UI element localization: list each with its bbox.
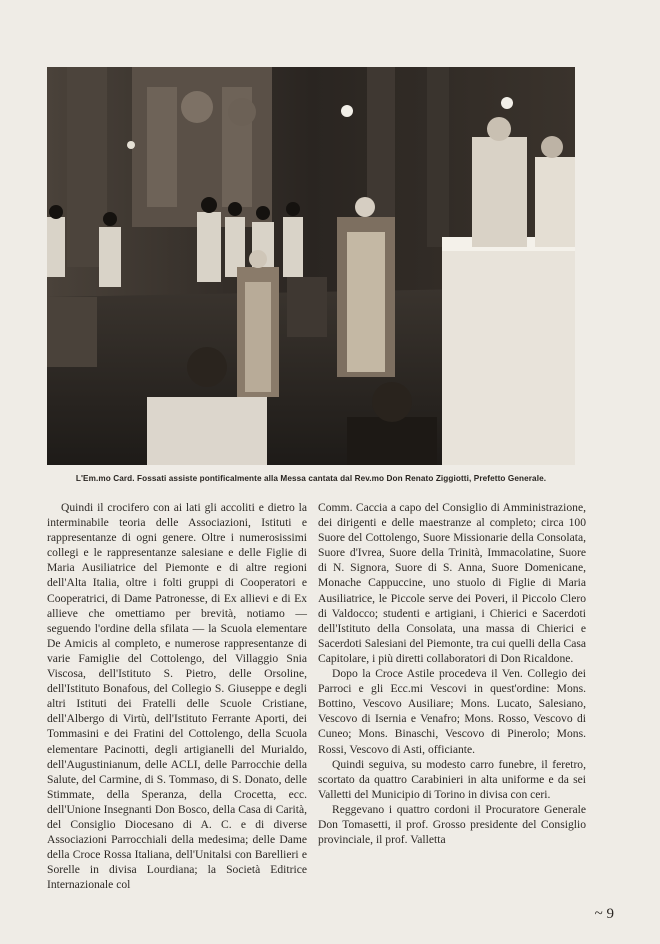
photo-caption: L'Em.mo Card. Fossati assiste pontificalmente alla Messa cantata dal Rev.mo Don Renato Ziggiotti, Prefetto Generale. [75,474,547,483]
paragraph: Comm. Caccia a capo del Consiglio di Amministrazione, dei dirigenti e delle maestranze al completo; circa 100 Suore del Cottolengo, Suore Missionarie della Consolata, Suore d'Ivrea, Suore della Trinità, Immacolatine, Suore di N. Signora, Suore di S. Anna, Suore Domenicane, Monache Cappuccine, uno stuolo di Figlie di Maria Ausiliatrice, le Piccole serve dei Poveri, il Piccolo Clero di Valdocco; studenti e artigiani, i Chierici e Sacerdoti dell'Istituto della Consolata, una massa di Chierici e Sacerdoti Salesiani del Piemonte, tra cui quelli della Casa Capitolare, i più diretti collaboratori di Don Ricaldone. [318,501,586,665]
paragraph: Reggevano i quattro cordoni il Procuratore Generale Don Tomasetti, il prof. Grosso presidente del Consiglio provinciale, il prof. Valletta [318,802,586,847]
paragraph: Quindi il crocifero con ai lati gli accoliti e dietro la interminabile teoria delle Associazioni, Istituti e rappresentanze di ogni genere. Oltre i numerosissimi collegi e le rappresentanze salesiane e delle Figlie di Maria Ausiliatrice del Piemonte e di altre regioni dell'Alta Italia, oltre i folti gruppi di Cooperatori e Cooperatrici, di Dame Patronesse, di Ex allievi e di Ex allieve che omettiamo per brevità, notiamo — seguendo l'ordine della sfilata — la Scuola elementare De Amicis al completo, e numerose rappresentanze di varie Famiglie del Cottolengo, del Villaggio Snia Viscosa, dell'Istituto S. Pietro, delle Orsoline, dell'Istituto Bonafous, del Collegio S. Giuseppe e degli altri Istituti dei Fratelli delle Scuole Cristiane, dell'Albergo di Virtù, dell'Istituto Ferrante Aporti, dei Tommasini e dei Fratini del Cottolengo, della Scuola elementare Pacinotti, degli artigianelli del Murialdo, dell'Augustinianum, delle ACLI, delle Parrocchie della Salute, del Carmine, di S. Tommaso, di S. Donato, delle Stimmate, della Speranza, della Crocetta, ecc. dell'Unione Insegnanti Don Bosco, della Casa di Carità, del Consiglio Diocesano di A. C. e di diverse Associazioni Parrocchiali della medesima; delle Dame della Croce Rossa Italiana, dell'Unitalsi con Barellieri e Sorelle in divisa Lourdiana; la Società Editrice Internazionale col [47,501,307,892]
right-column [318,500,586,847]
paragraph: Dopo la Croce Astile procedeva il Ven. Collegio dei Parroci e gli Ecc.mi Vescovi in quest'ordine: Mons. Bottino, Vescovo Ausiliare; Mons. Lucato, Salesiano, Vescovo di Isernia e Venafro; Mons. Rosso, Vescovo di Cuneo; Mons. Binaschi, Vescovo di Pinerolo; Mons. Rossi, Vescovo di Asti, officiante. [318,667,586,756]
page-number: ~ 9 [594,906,614,922]
left-column [47,500,307,892]
photograph [47,67,575,465]
photograph-icon [47,67,575,465]
paragraph: Quindi seguiva, su modesto carro funebre, il feretro, scortato da quattro Carabinieri in alta uniforme e da sei Valletti del Municipio di Torino in divisa con ceri. [318,757,586,801]
